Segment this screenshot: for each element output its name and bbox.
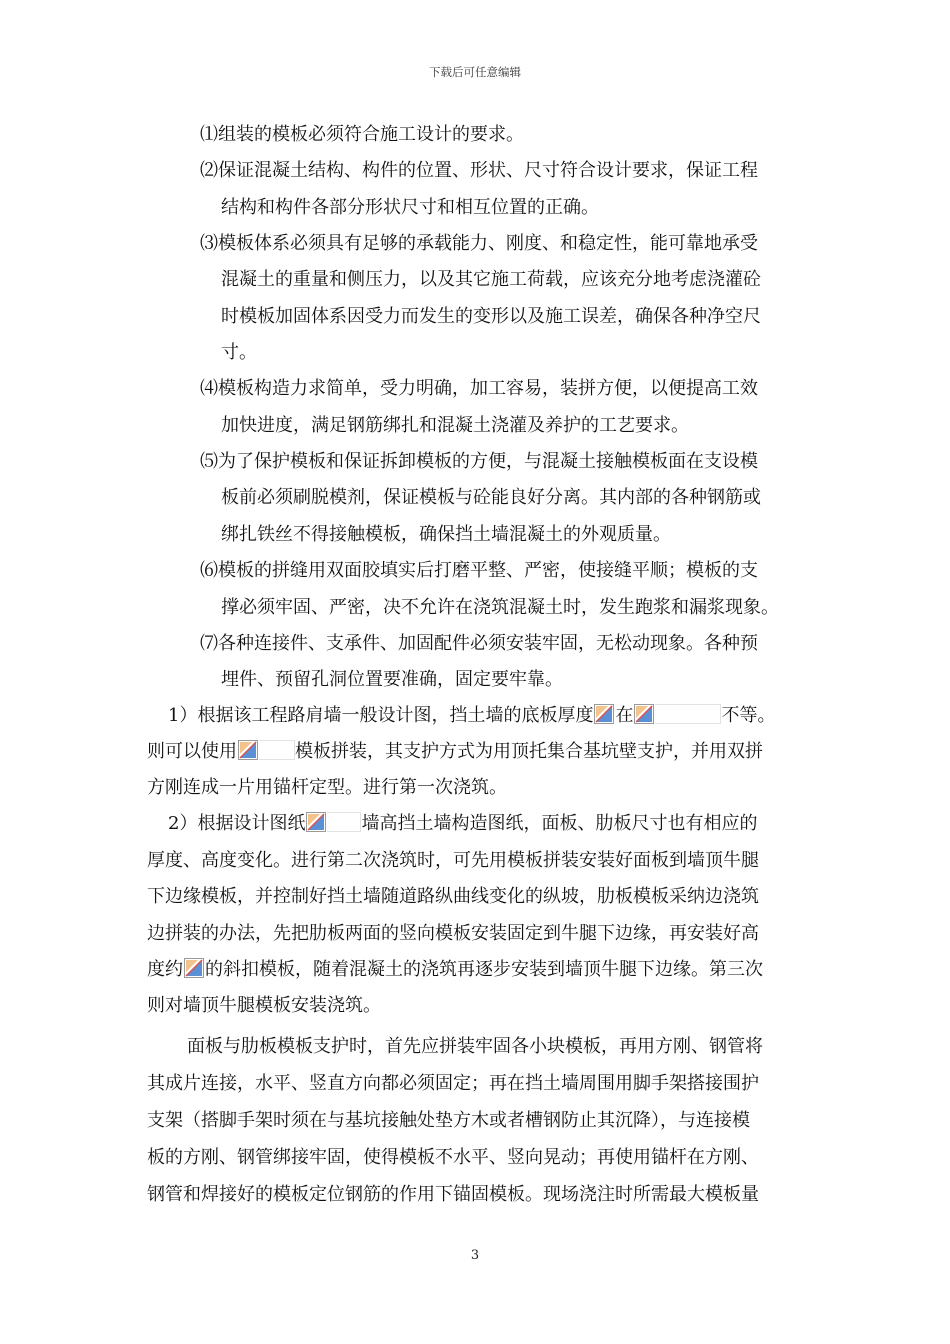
- item-number: ⑴: [200, 124, 218, 145]
- paragraph-3-line-3: 支架（搭脚手架时须在与基坑接触处垫方木或者槽钢防止其沉降），与连接模: [147, 1110, 750, 1131]
- list-item-2: [200, 159, 758, 183]
- text-run: 不等。: [721, 705, 776, 726]
- item-text: 模板构造力求简单，受力明确，加工容易，装拼方便，以便提高工效: [218, 378, 758, 399]
- item-number: ⑺: [200, 633, 218, 654]
- list-item-2-cont: 结构和构件各部分形状尺寸和相互位置的正确。: [221, 197, 599, 218]
- broken-image-icon: [184, 958, 204, 978]
- paragraph-2-line-3: 下边缘模板，并控制好挡土墙随道路纵曲线变化的纵坡，肋板模板采纳边浇筑: [147, 886, 759, 907]
- paragraph-3-line-4: 板的方刚、钢管绑接牢固，使得模板不水平、竖向晃动；再使用锚杆在方刚、: [147, 1147, 759, 1168]
- list-item-4: [200, 377, 758, 401]
- list-item-3-cont: 混凝土的重量和侧压力，以及其它施工荷载，应该充分地考虑浇灌砼: [221, 269, 761, 290]
- item-text: 组装的模板必须符合施工设计的要求。: [218, 124, 524, 145]
- item-text: 保证混凝土结构、构件的位置、形状、尺寸符合设计要求，保证工程: [218, 160, 758, 181]
- list-item-5-cont: 绑扎铁丝不得接触模板，确保挡土墙混凝土的外观质量。: [221, 524, 671, 545]
- text-run: 2）根据设计图纸: [168, 813, 306, 834]
- list-item-6-cont: 撑必须牢固、严密，决不允许在浇筑混凝土时，发生跑浆和漏浆现象。: [221, 597, 779, 618]
- list-item-5-cont: 板前必须刷脱模剂，保证模板与砼能良好分离。其内部的各种钢筋或: [221, 487, 761, 508]
- list-item-6: [200, 559, 758, 583]
- item-text: 各种连接件、支承件、加固配件必须安装牢固，无松动现象。各种预: [218, 633, 758, 654]
- broken-image-icon: [306, 812, 326, 832]
- page-header: 下载后可任意编辑: [429, 65, 521, 79]
- text-run: 度约: [147, 959, 183, 980]
- item-number: ⑸: [200, 451, 218, 472]
- broken-image-icon: [594, 704, 614, 724]
- paragraph-1-line-3: 方刚连成一片用锚杆定型。进行第一次浇筑。: [147, 777, 507, 798]
- text-run: 在: [615, 705, 634, 726]
- list-item-1: [200, 123, 524, 147]
- item-text: 模板的拼缝用双面胶填实后打磨平整、严密，使接缝平顺；模板的支: [218, 560, 758, 581]
- item-number: ⑶: [200, 233, 218, 254]
- text-run: 墙高挡土墙构造图纸，面板、肋板尺寸也有相应的: [361, 813, 758, 834]
- text-run: 1）根据该工程路肩墙一般设计图，挡土墙的底板厚度: [168, 705, 594, 726]
- paragraph-3-line-2: 其成片连接，水平、竖直方向都必须固定；再在挡土墙周围用脚手架搭接围护: [147, 1073, 759, 1094]
- list-item-3-cont: 寸。: [221, 342, 257, 363]
- list-item-3: [200, 232, 758, 256]
- broken-image-icon: [634, 704, 654, 724]
- image-placeholder-frame: [259, 740, 295, 760]
- list-item-7: [200, 632, 758, 656]
- paragraph-2-line-5: [147, 958, 763, 982]
- list-item-7-cont: 埋件、预留孔洞位置要准确，固定要牢靠。: [221, 669, 563, 690]
- text-run: 的斜扣模板，随着混凝土的浇筑再逐步安装到墙顶牛腿下边缘。第三次: [205, 959, 763, 980]
- paragraph-1-line-1: [168, 704, 775, 728]
- text-run: 则可以使用: [147, 741, 237, 762]
- paragraph-1-line-2: [147, 740, 763, 764]
- item-number: ⑹: [200, 560, 218, 581]
- paragraph-2-line-4: 边拼装的办法，先把肋板两面的竖向模板安装固定到牛腿下边缘，再安装好高: [147, 923, 759, 944]
- item-number: ⑷: [200, 378, 218, 399]
- paragraph-2-line-2: 厚度、高度变化。进行第二次浇筑时，可先用模板拼装安装好面板到墙顶牛腿: [147, 850, 759, 871]
- item-text: 模板体系必须具有足够的承载能力、刚度、和稳定性，能可靠地承受: [218, 233, 758, 254]
- image-placeholder-frame: [327, 812, 361, 832]
- item-number: ⑵: [200, 160, 218, 181]
- paragraph-3-line-1: 面板与肋板模板支护时，首先应拼装牢固各小块模板，再用方刚、钢管将: [187, 1036, 763, 1057]
- item-text: 为了保护模板和保证拆卸模板的方便，与混凝土接触模板面在支设模: [218, 451, 758, 472]
- broken-image-icon: [238, 740, 258, 760]
- paragraph-2-line-6: 则对墙顶牛腿模板安装浇筑。: [147, 995, 381, 1016]
- list-item-3-cont: 时模板加固体系因受力而发生的变形以及施工误差，确保各种净空尺: [221, 306, 761, 327]
- paragraph-2-line-1: [168, 812, 757, 836]
- page-number: 3: [470, 1248, 480, 1263]
- text-run: 模板拼装，其支护方式为用顶托集合基坑壁支护，并用双拼: [295, 741, 763, 762]
- image-placeholder-frame: [655, 704, 721, 724]
- paragraph-3-line-5: 钢管和焊接好的模板定位钢筋的作用下锚固模板。现场浇注时所需最大模板量: [147, 1184, 759, 1205]
- list-item-5: [200, 450, 758, 474]
- list-item-4-cont: 加快进度，满足钢筋绑扎和混凝土浇灌及养护的工艺要求。: [221, 415, 689, 436]
